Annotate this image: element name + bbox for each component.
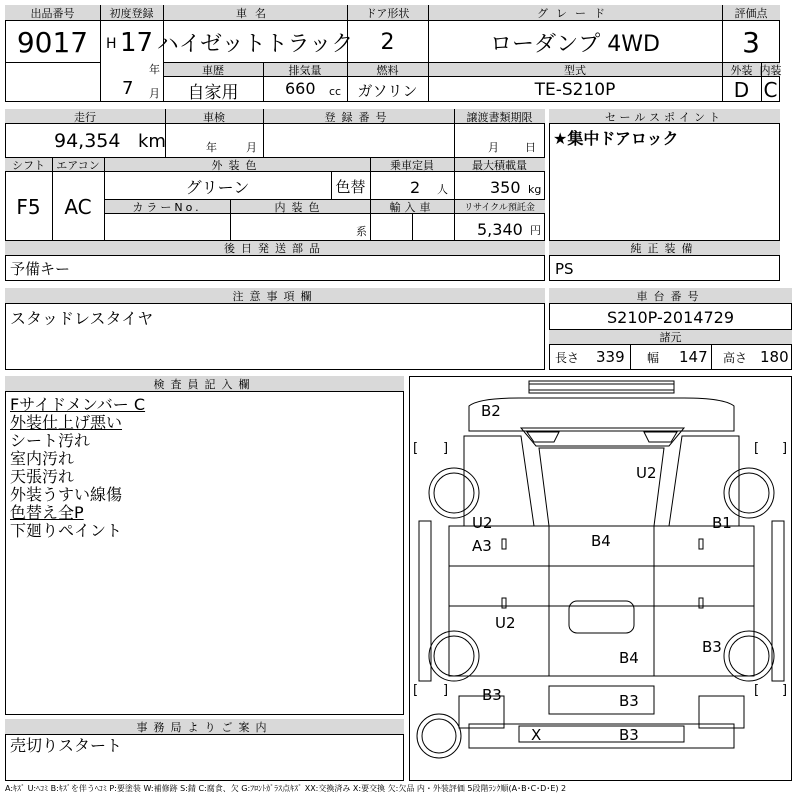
spec-label: 諸元 (659, 331, 682, 344)
wheel-rr (724, 631, 774, 681)
width: 147 (679, 348, 708, 366)
fuel: ガソリン (357, 81, 418, 100)
color-label: 外装色 (211, 158, 263, 172)
mark-rear-gate: B3 (619, 692, 639, 710)
inspector-notes (10, 396, 145, 540)
chassis-label: 車台番号 (636, 290, 705, 303)
svg-text:]: ] (782, 441, 788, 456)
recycle-unit: 円 (530, 224, 541, 237)
door-label: ドア形状 (365, 7, 410, 20)
load-unit: kg (528, 183, 542, 196)
interior-color-unit: 系 (356, 225, 367, 238)
inspector-note: 色替え全P (10, 503, 84, 522)
interior-color-label: 内装色 (274, 200, 326, 214)
svg-text:]: ] (782, 683, 788, 698)
color-no-label: カラーNo. (132, 200, 202, 214)
genuine-equipment: PS (555, 260, 574, 278)
history: 自家用 (187, 82, 239, 103)
color: グリーン (185, 177, 250, 197)
inspector-note: 室内汚れ (10, 449, 75, 468)
wheel-fr (724, 468, 774, 518)
svg-text:[: [ (413, 683, 419, 698)
capacity-label: 乗車定員 (390, 158, 434, 172)
damage-legend: A:ｷｽﾞ U:ﾍｺﾐ B:ｷｽﾞを伴うﾍｺﾐ P:要塗装 W:補修跡 S:錆 C:腐食、欠 G:ﾌﾛﾝﾄｶﾞﾗｽ点ｷｽﾞ XX:交換済み X:要交換 欠:欠品 内・外装評価 5段階ﾗﾝｸ順(A･B･C･D･E) 2 (5, 784, 567, 793)
front-panel (469, 398, 734, 431)
model-label: 型式 (564, 63, 586, 77)
mark-left-rear: B3 (482, 686, 502, 704)
front-bumper-top (529, 381, 674, 393)
office-label: 事務局よりご案内 (136, 721, 273, 734)
inspection-label: 車検 (203, 110, 225, 124)
car-name-label: 車名 (236, 7, 274, 20)
lot-number: 9017 (16, 25, 89, 59)
width-label: 幅 (647, 351, 660, 365)
mileage: 94,354 (54, 130, 121, 152)
displacement-unit: cc (329, 85, 342, 98)
svg-text:[: [ (413, 441, 419, 456)
inspector-note: 外装仕上げ悪い (10, 413, 123, 432)
length: 339 (596, 348, 625, 366)
fuel-label: 燃料 (376, 63, 399, 77)
left-side-gate (449, 526, 549, 676)
capacity-unit: 人 (437, 183, 448, 196)
sales-point: ★集中ドアロック (553, 129, 679, 148)
inspection-month-unit: 月 (246, 141, 257, 154)
inspector-label: 検査員記入欄 (153, 378, 256, 391)
ac-label: エアコン (56, 158, 100, 172)
mark-bed-front: B4 (591, 532, 611, 550)
lot-label: 出品番号 (30, 7, 75, 20)
score: 3 (742, 25, 760, 59)
mark-left-side: A3 (472, 537, 492, 555)
inspector-note: 天張汚れ (10, 467, 75, 486)
sales-point-label: セールスポイント (604, 110, 724, 124)
height-label: 高さ (723, 351, 748, 365)
reg-month-unit: 月 (149, 87, 160, 100)
later-parts: 予備キー (10, 260, 71, 278)
wheel-rl (429, 631, 479, 681)
load-label: 最大積載量 (472, 158, 527, 172)
first-reg-label: 初度登録 (109, 7, 154, 20)
mark-left-door: U2 (472, 514, 493, 532)
model-code: TE-S210P (534, 80, 616, 100)
shift-label: シフト (12, 158, 45, 172)
grade-label: グレード (537, 7, 613, 20)
reg-month: 7 (122, 78, 134, 99)
reg-year: 17 (120, 28, 154, 58)
mark-rear-bumper-x: X (531, 726, 542, 744)
svg-text:[: [ (754, 441, 760, 456)
era: H (106, 36, 117, 52)
shift: F5 (16, 194, 41, 219)
rear-bumper (519, 726, 684, 742)
transfer-label: 譲渡書類期限 (466, 110, 533, 124)
svg-text:[: [ (754, 683, 760, 698)
length-label: 長さ (555, 351, 580, 365)
height: 180 (760, 348, 789, 366)
displacement: 660 (285, 79, 316, 98)
exterior-grade: D (733, 78, 750, 102)
capacity: 2 (410, 178, 421, 197)
car-name: ハイゼットトラック (156, 31, 354, 57)
door-count: 2 (380, 29, 395, 55)
displacement-label: 排気量 (288, 63, 322, 77)
left-door (464, 436, 534, 526)
right-door (669, 436, 739, 526)
inspector-note: Fサイドメンバー C (10, 395, 146, 414)
reg-year-unit: 年 (149, 63, 160, 76)
svg-text:]: ] (443, 683, 449, 698)
mark-underbody: U2 (495, 614, 516, 632)
vehicle-diagram (409, 376, 792, 781)
transfer-month-unit: 月 (488, 141, 499, 154)
spare-wheel (417, 714, 461, 758)
exterior-label: 外装 (730, 63, 753, 77)
genuine-label: 純正装備 (630, 242, 699, 255)
mark-front: B2 (481, 402, 501, 420)
history-label: 車歴 (202, 63, 224, 77)
ac: AC (64, 194, 92, 219)
recycle-label: リサイクル預託金 (464, 203, 535, 213)
recycle: 5,340 (477, 220, 523, 239)
mark-rear-bumper: B3 (619, 726, 639, 744)
inspection-year-unit: 年 (206, 141, 217, 154)
mileage-unit: km (138, 131, 166, 152)
mark-right-door: B1 (712, 514, 732, 532)
transfer-day-unit: 日 (525, 141, 536, 154)
interior-grade: C (763, 78, 778, 102)
mark-bed-rear: B4 (619, 649, 639, 667)
wheel-fl (429, 468, 479, 518)
svg-text:]: ] (443, 441, 449, 456)
mileage-label: 走行 (74, 110, 96, 124)
chassis-number: S210P-2014729 (606, 307, 735, 327)
inspector-note: 下廻りペイント (10, 521, 123, 540)
color-change-flag: 色替 (335, 177, 366, 196)
interior-label: 内装 (759, 63, 782, 77)
rear-panel (469, 724, 734, 748)
grade: ローダンプ 4WD (490, 31, 660, 57)
import-label: 輸入車 (389, 200, 435, 214)
inspector-note: シート汚れ (10, 431, 91, 450)
caution-label: 注意事項欄 (232, 290, 318, 303)
load: 350 (490, 178, 521, 197)
mark-right-rear: B3 (702, 638, 722, 656)
caution-text: スタッドレスタイヤ (10, 309, 154, 328)
inspector-note: 外装うすい線傷 (10, 485, 123, 504)
score-label: 評価点 (734, 7, 768, 20)
office-text: 売切りスタート (10, 736, 123, 755)
later-parts-label: 後日発送部品 (224, 242, 326, 255)
mark-roof: U2 (636, 464, 657, 482)
cab-roof (539, 448, 664, 526)
reg-no-label: 登録番号 (324, 110, 393, 124)
